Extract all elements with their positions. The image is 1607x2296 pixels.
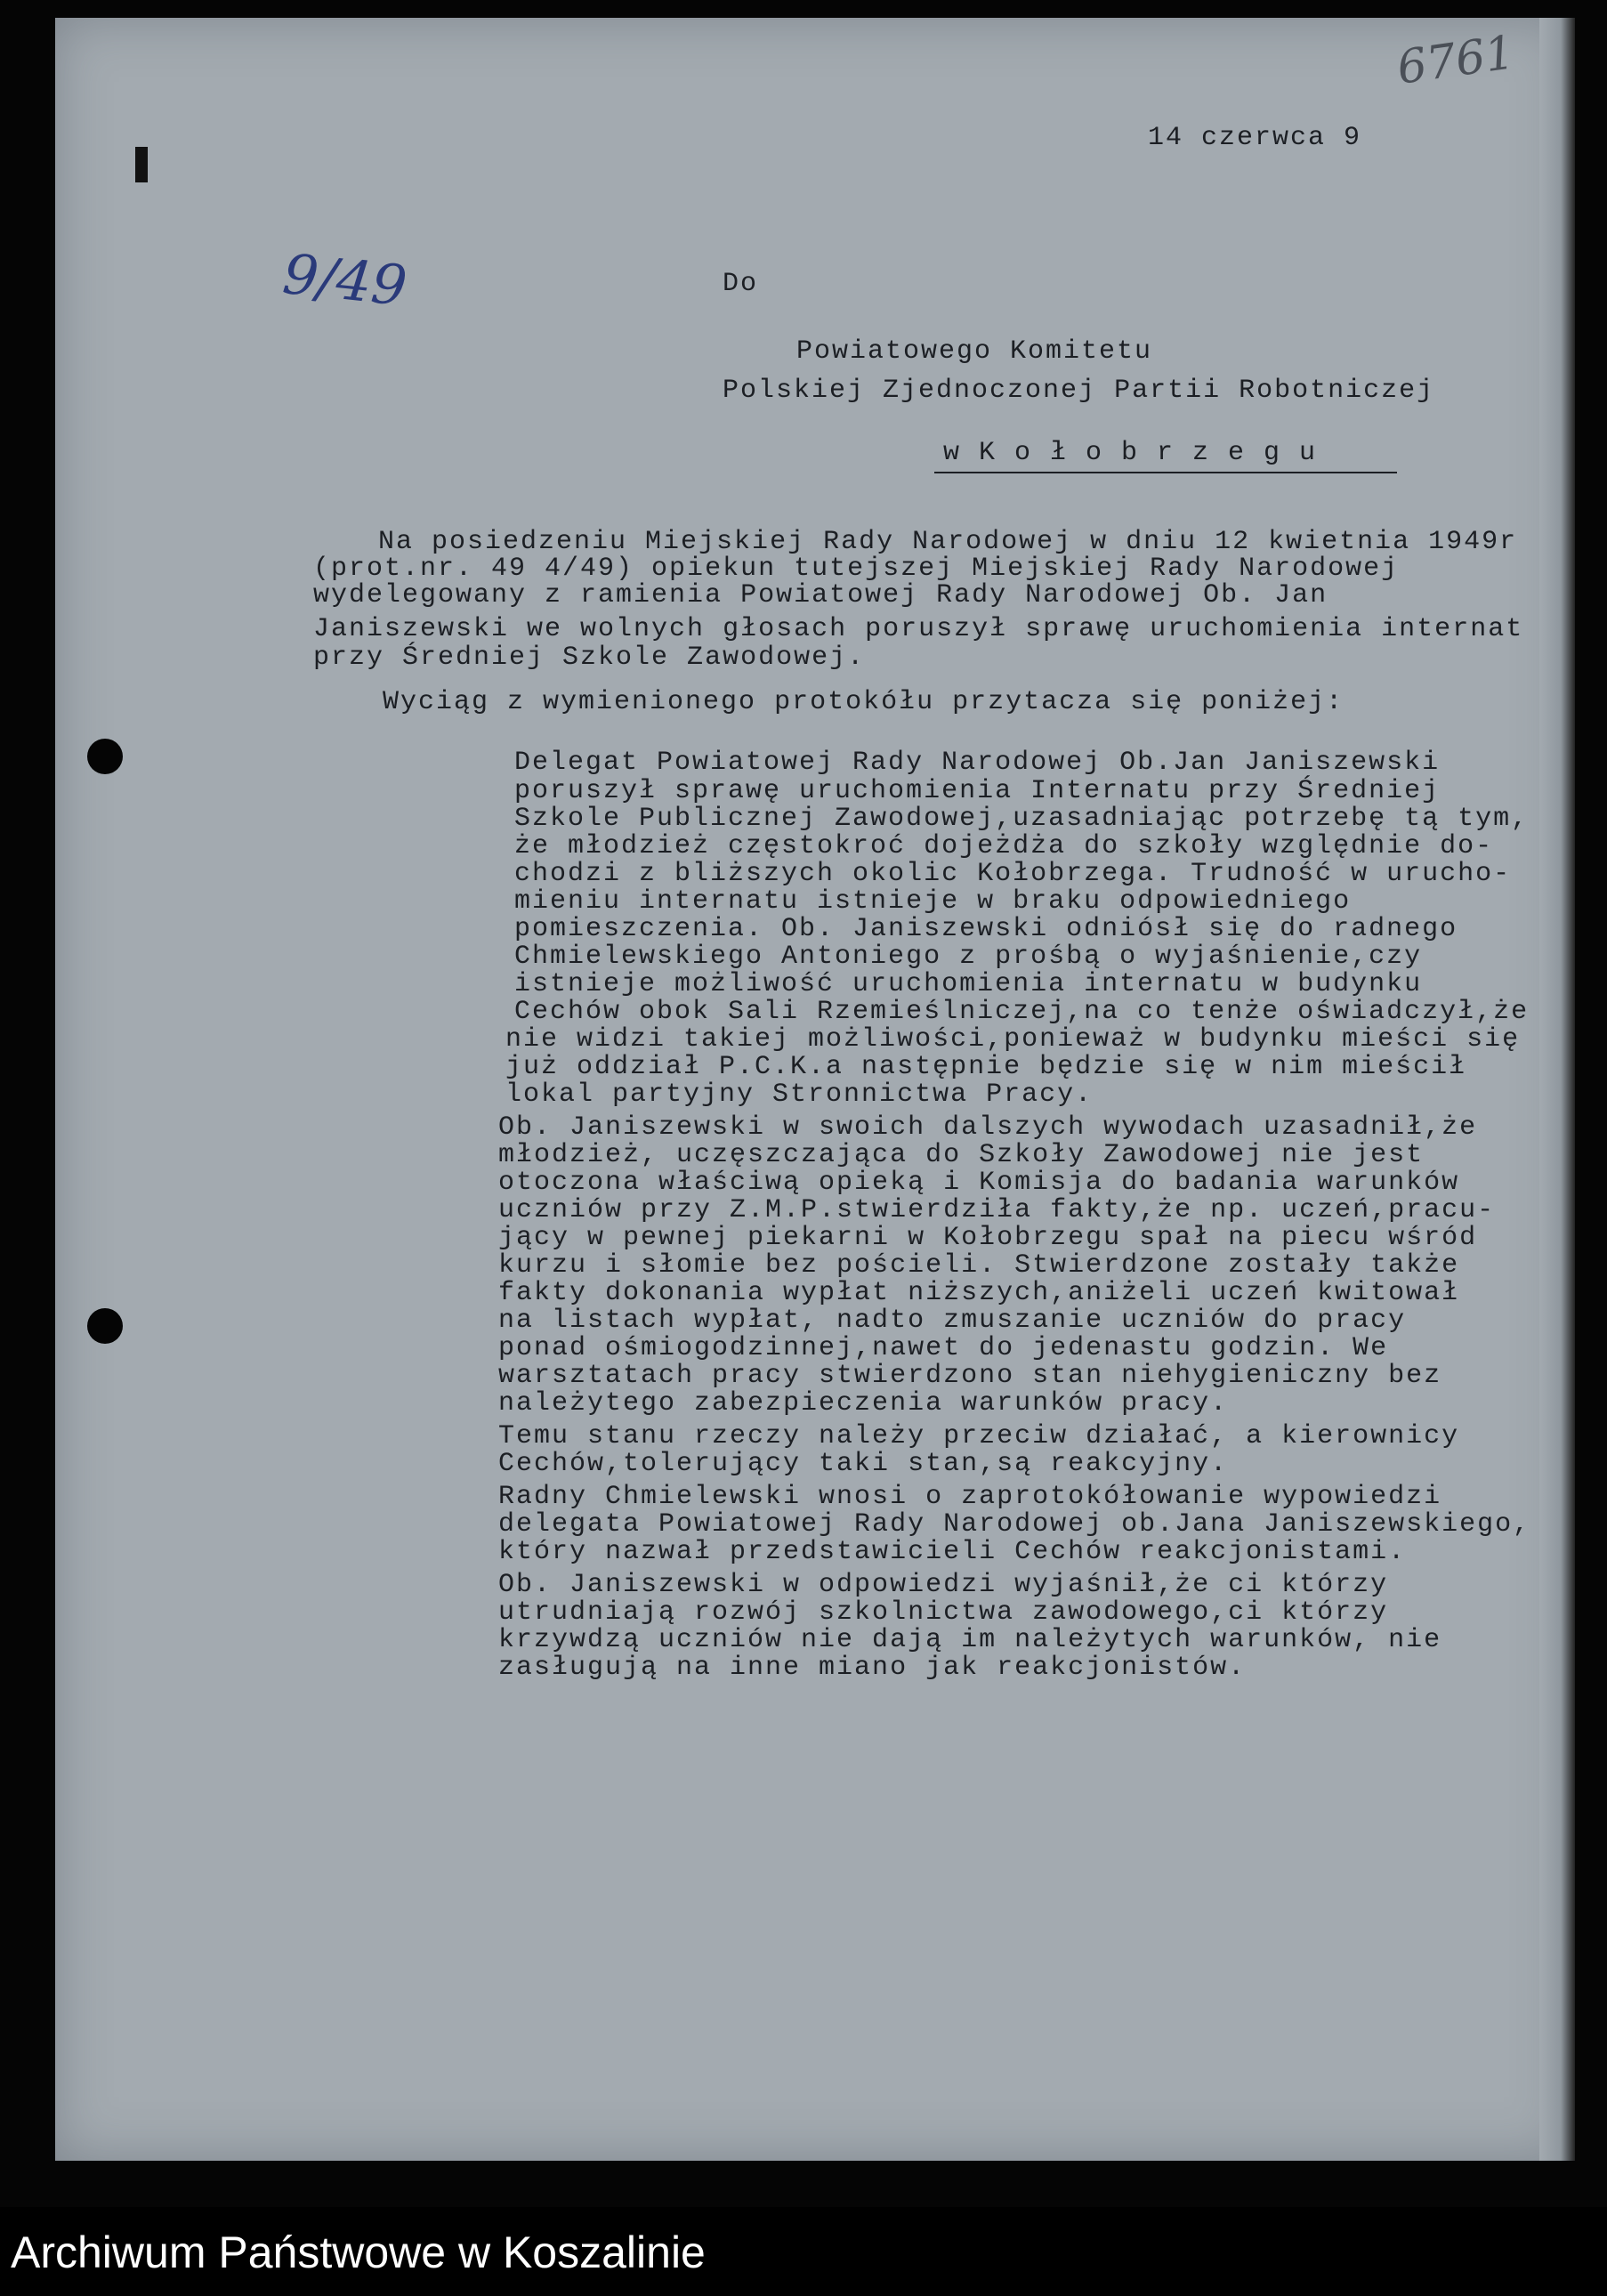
quote-line: już oddział P.C.K.a następnie będzie się w nim mieścił xyxy=(505,1052,1467,1082)
quote-line: Ob. Janiszewski w swoich dalszych wywodach uzasadnił,że xyxy=(498,1112,1478,1143)
intro-line: Janiszewski we wolnych głosach poruszył sprawę uruchomienia internat xyxy=(313,614,1524,644)
quote-line: Temu stanu rzeczy należy przeciw działać, a kierownicy xyxy=(498,1421,1460,1451)
quote-line: należytego zabezpieczenia warunków pracy. xyxy=(498,1388,1229,1419)
handwritten-reference: 9/49 xyxy=(279,240,410,319)
document-date: 14 czerwca 9 xyxy=(1148,123,1362,153)
address-to: Do xyxy=(723,269,759,299)
quote-line: krzywdzą uczniów nie dają im należytych warunków, nie xyxy=(498,1625,1442,1655)
archive-footer xyxy=(0,2207,1607,2296)
quote-line: młodzież, uczęszczająca do Szkoły Zawodowej nie jest xyxy=(498,1140,1425,1170)
quote-line: lokal partyjny Stronnictwa Pracy. xyxy=(505,1079,1094,1110)
quote-line: ponad ośmiogodzinnej,nawet do jedenastu godzin. We xyxy=(498,1333,1389,1363)
intro-line: przy Średniej Szkole Zawodowej. xyxy=(313,643,866,673)
quote-line: zasługują na inne miano jak reakcjonistów. xyxy=(498,1653,1247,1683)
punch-hole-bottom xyxy=(87,1308,123,1344)
page-edge xyxy=(1539,18,1575,2161)
quote-line: nie widzi takiej możliwości,ponieważ w budynku mieści się xyxy=(505,1024,1521,1055)
binding-mark xyxy=(135,147,148,182)
quote-line: Cechów obok Sali Rzemieślniczej,na co tenże oświadczył,że xyxy=(514,997,1530,1027)
intro-line: (prot.nr. 49 4/49) opiekun tutejszej Miejskiej Rady Narodowej xyxy=(313,554,1400,584)
archive-label: Archiwum Państwowe w Koszalinie xyxy=(11,2227,706,2277)
quote-line: istnieje możliwość uruchomienia internatu w budynku xyxy=(514,969,1423,999)
quote-line: kurzu i słomie bez pościeli. Stwierdzone zostały także xyxy=(498,1250,1460,1281)
quote-line: Radny Chmielewski wnosi o zaprotokółowanie wypowiedzi xyxy=(498,1482,1442,1512)
intro-line: Wyciąg z wymienionego protokółu przytacza się poniżej: xyxy=(383,687,1345,717)
quote-line: który nazwał przedstawicieli Cechów reakcjonistami. xyxy=(498,1537,1407,1567)
archive-number: 6761 xyxy=(1393,26,1518,95)
intro-line: wydelegowany z ramienia Powiatowej Rady Narodowej Ob. Jan xyxy=(313,580,1328,610)
quote-line: warsztatach pracy stwierdzono stan niehygieniczny bez xyxy=(498,1361,1442,1391)
address-line-1: Powiatowego Komitetu xyxy=(796,336,1153,367)
quote-line: delegata Powiatowej Rady Narodowej ob.Jana Janiszewskiego, xyxy=(498,1509,1531,1540)
quote-line: utrudniają rozwój szkolnictwa zawodowego,ci którzy xyxy=(498,1597,1389,1628)
quote-line: Szkole Publicznej Zawodowej,uzasadniając potrzebę tą tym, xyxy=(514,804,1530,834)
quote-line: mieniu internatu istnieje w braku odpowiedniego xyxy=(514,886,1352,917)
quote-line: fakty dokonania wypłat niższych,aniżeli uczeń kwitował xyxy=(498,1278,1460,1308)
quote-line: pomieszczenia. Ob. Janiszewski odniósł się do radnego xyxy=(514,914,1458,944)
quote-line: chodzi z bliższych okolic Kołobrzega. Trudność w urucho- xyxy=(514,859,1512,889)
quote-line: Chmielewskiego Antoniego z prośbą o wyjaśnienie,czy xyxy=(514,942,1423,972)
quote-line: uczniów przy Z.M.P.stwierdziła fakty,że np. uczeń,pracu- xyxy=(498,1195,1496,1225)
quote-line: Delegat Powiatowej Rady Narodowej Ob.Jan Janiszewski xyxy=(514,748,1441,778)
quote-line: poruszył sprawę uruchomienia Internatu przy Średniej xyxy=(514,776,1441,806)
quote-line: na listach wypłat, nadto zmuszanie uczniów do pracy xyxy=(498,1306,1407,1336)
address-line-3: w K o ł o b r z e g u xyxy=(943,438,1318,468)
address-line-2: Polskiej Zjednoczonej Partii Robotniczej xyxy=(723,376,1435,406)
quote-line: że młodzież częstokroć dojeżdża do szkoły względnie do- xyxy=(514,831,1494,861)
punch-hole-top xyxy=(87,739,123,774)
address-underline xyxy=(934,472,1397,473)
quote-line: Cechów,tolerujący taki stan,są reakcyjny. xyxy=(498,1449,1229,1479)
intro-line: Na posiedzeniu Miejskiej Rady Narodowej w dniu 12 kwietnia 1949r xyxy=(378,527,1518,557)
quote-line: otoczona właściwą opieką i Komisja do badania warunków xyxy=(498,1168,1460,1198)
quote-line: jący w pewnej piekarni w Kołobrzegu spał na piecu wśród xyxy=(498,1223,1478,1253)
quote-line: Ob. Janiszewski w odpowiedzi wyjaśnił,że ci którzy xyxy=(498,1570,1389,1600)
